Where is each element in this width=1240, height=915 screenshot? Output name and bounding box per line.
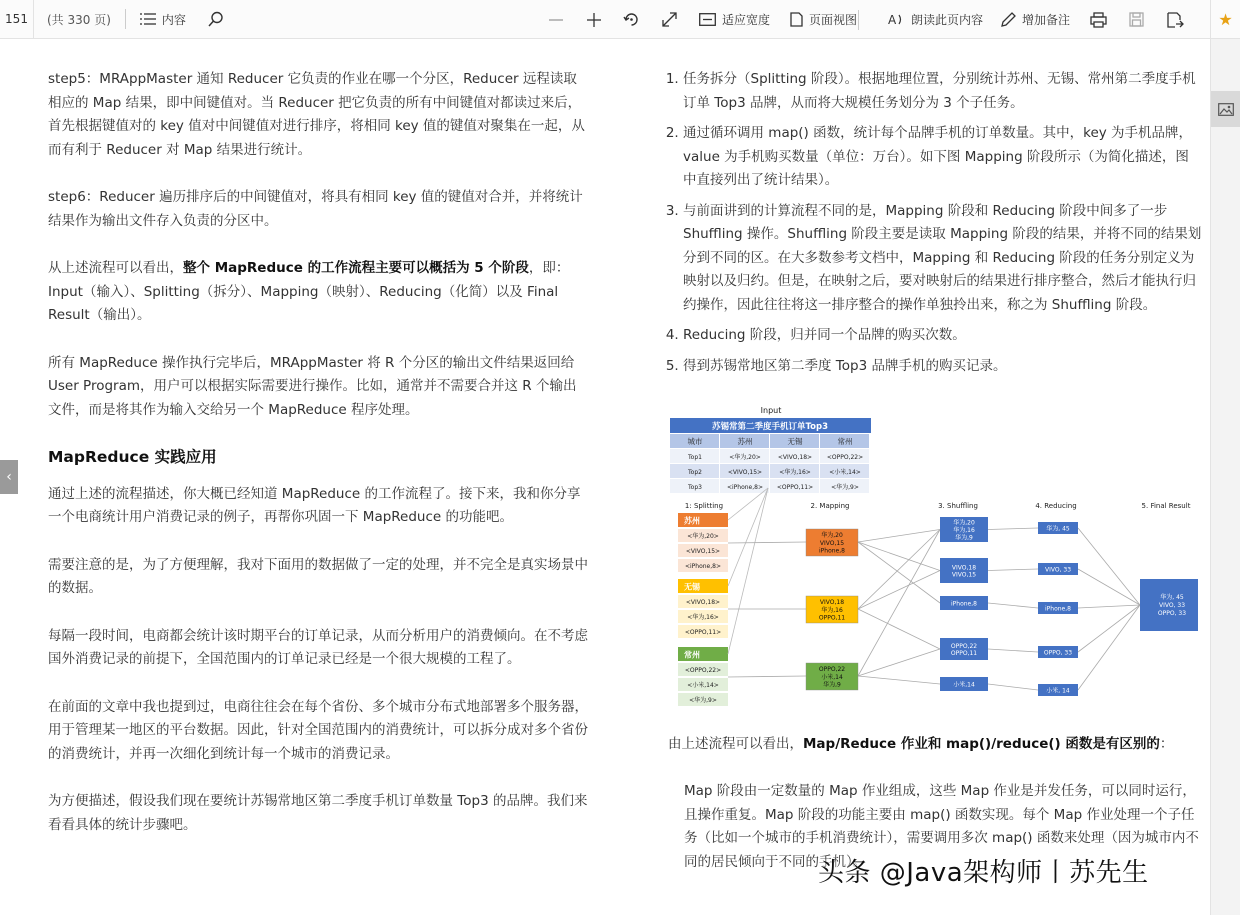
favorite-icon[interactable]: ★ [1210, 0, 1240, 39]
page-total: (共 330 页) [47, 12, 111, 27]
connector-line [858, 676, 940, 684]
fullscreen-button[interactable] [662, 0, 677, 39]
contents-label: 内容 [161, 12, 186, 27]
table-cell: <小米,14> [829, 469, 861, 476]
table-cell: <iPhone,8> [726, 484, 764, 491]
connector-line [1078, 605, 1140, 690]
paragraph: 为方便描述，假设我们现在要统计苏锡常地区第二季度手机订单数量 Top3 的品牌。我们来看看具体的统计步骤吧。 [48, 793, 588, 833]
table-title: 苏锡常第二季度手机订单Top3 [711, 422, 829, 432]
right-sidebar [1210, 39, 1240, 915]
image-panel-button[interactable] [1211, 91, 1240, 127]
table-header: 城市 [687, 437, 703, 446]
left-page [48, 68, 588, 861]
pen-icon [1000, 12, 1016, 28]
page-number-input[interactable]: 151 [0, 0, 34, 39]
mapping-item: VIVO,15 [819, 539, 845, 547]
plus-icon [586, 12, 602, 28]
input-label: Input [760, 406, 782, 415]
list-item: 3. 与前面讲到的计算流程不同的是，Mapping 阶段和 Reducing 阶段中间多了一步 Shuffling 操作。Shuffling 阶段主要是读取 Mapping 阶段的结果，并将不同的结果划分到不同的区。在大多数参考文档中，Mapping 和 Reducing 阶段的任务分别定义为映射以及归约。但是，在映射之后，要对映射后的结果进行排序整合，然后才能执行归约操作，因此往往将这一排序整合的操作单独拎出来，称之为 Shuffling 阶段。 [683, 200, 1202, 318]
stage-label: 2. Mapping [810, 502, 850, 510]
share-icon [1167, 12, 1184, 28]
shuffling-item: 华为,16 [953, 527, 975, 534]
page-view-label: 页面视图 [809, 13, 858, 27]
reducing-item: VIVO, 33 [1044, 566, 1072, 574]
connector-line [1078, 528, 1140, 605]
mapping-item: OPPO,22 [818, 666, 846, 673]
split-item: <VIVO,15> [685, 548, 721, 555]
split-item: <OPPO,11> [684, 629, 722, 636]
shuffling-item: 华为,9 [955, 534, 973, 542]
mapping-item: 华为,16 [821, 606, 843, 614]
connector-line [1078, 569, 1140, 605]
list-item: 1. 任务拆分（Splitting 阶段）。根据地理位置，分别统计苏州、无锡、常州第二季度手机订单 Top3 品牌，从而将大规模任务划分为 3 个子任务。 [683, 68, 1202, 115]
fit-width-button[interactable] [699, 0, 770, 39]
connector-line [858, 649, 940, 676]
stage-label: 1: Splitting [684, 502, 724, 510]
list-icon [140, 13, 156, 25]
paragraph: 从上述流程可以看出，整个 MapReduce 的工作流程主要可以概括为 5 个阶段，即：Input（输入）、Splitting（拆分）、Mapping（映射）、Reducing（化简）以及 Final Result（输出）。 [48, 260, 570, 323]
paragraph: 需要注意的是，为了方便理解，我对下面用的数据做了一定的处理，并不完全是真实场景中的数据。 [48, 556, 588, 596]
add-note-button[interactable] [1000, 0, 1070, 39]
summary-paragraph: 由上述流程可以看出，Map/Reduce 作业和 map()/reduce() 函数是有区别的： [668, 736, 1174, 752]
fit-width-label: 适应宽度 [722, 13, 771, 27]
table-cell: <华为,9> [831, 484, 859, 491]
table-cell: <华为,20> [729, 454, 761, 461]
connector-line [1078, 605, 1140, 652]
page-view-button[interactable] [790, 0, 857, 39]
table-cell: <华为,16> [779, 469, 811, 476]
save-icon [1129, 12, 1144, 27]
stage-label: 4. Reducing [1035, 502, 1077, 510]
shuffling-item: 华为,20 [953, 519, 975, 527]
split-city: 无锡 [684, 582, 700, 592]
expand-icon [662, 12, 677, 27]
mapping-item: 华为,20 [821, 532, 843, 539]
shuffling-item: OPPO,22 [950, 642, 978, 650]
shuffling-item: OPPO,11 [950, 650, 978, 658]
list-item: 5. 得到苏锡常地区第二季度 Top3 品牌手机的购买记录。 [683, 355, 1202, 379]
table-cell: <VIVO,18> [777, 454, 813, 461]
table-cell: <OPPO,22> [826, 454, 864, 461]
image-icon [1218, 103, 1234, 116]
connector-line [858, 542, 940, 571]
print-button[interactable] [1090, 0, 1107, 39]
reducing-item: iPhone,8 [1045, 605, 1071, 613]
reducing-item: 小米, 14 [1046, 687, 1070, 695]
map-paragraph: Map 阶段由一定数量的 Map 作业组成，这些 Map 作业是并发任务，可以同时运行，且操作重复。Map 阶段的功能主要由 map() 函数实现。每个 Map 作业处理一个子任务（比如一个城市的手机消费统计），需要调用多次 map() 函数来处理（因为城市内不同的居民倾向于不同的手机）。 [684, 783, 1199, 870]
split-city: 常州 [684, 650, 700, 660]
minus-icon [548, 12, 564, 28]
connector-line [858, 530, 940, 543]
mapping-item: VIVO,18 [819, 599, 845, 606]
mapping-item: 华为,9 [823, 681, 841, 689]
print-icon [1090, 12, 1107, 28]
previous-page-button[interactable]: ‹ [0, 460, 18, 494]
table-cell: <VIVO,15> [727, 469, 763, 476]
fit-width-icon [699, 13, 716, 26]
connector-line [728, 542, 806, 543]
search-button[interactable] [208, 11, 224, 27]
section-heading: MapReduce 实践应用 [48, 448, 217, 466]
zoom-in-button[interactable] [586, 0, 602, 39]
shuffling-item: iPhone,8 [951, 600, 977, 608]
diagram-svg [668, 403, 1198, 708]
list-item: 4. Reducing 阶段，归并同一个品牌的购买次数。 [683, 324, 1202, 348]
paragraph: 在前面的文章中我也提到过，电商往往会在每个省份、多个城市分布式地部署多个服务器，用于管理某一地区的平台数据。因此，针对全国范围内的消费统计，可以拆分成对多个省份的消费统计，并再一次细化到统计每一个城市的消费记录。 [48, 698, 588, 762]
final-item: 华为, 45 [1160, 594, 1184, 601]
stage-label: 3. Shuffling [938, 502, 978, 510]
zoom-out-button[interactable] [548, 0, 564, 39]
split-item: <华为,20> [687, 533, 719, 540]
split-item: <OPPO,22> [684, 667, 722, 674]
split-item: <华为,16> [687, 614, 719, 621]
rotate-button[interactable] [623, 0, 640, 39]
final-item: OPPO, 33 [1157, 610, 1187, 617]
read-aloud-label: 朗读此页内容 [911, 13, 984, 27]
table-cell: <OPPO,11> [776, 484, 814, 491]
divider [125, 9, 126, 29]
paragraph: 所有 MapReduce 操作执行完毕后，MRAppMaster 将 R 个分区的输出文件结果返回给 User Program，用户可以根据实际需要进行操作。比如，通常并不需要合并这 R 个输出文件，而是将其作为输入交给另一个 MapReduce 程序处理。 [48, 354, 577, 418]
search-icon [208, 11, 224, 27]
table-header: 无锡 [787, 437, 803, 446]
connector-line [988, 528, 1038, 530]
mapreduce-diagram [668, 403, 1198, 708]
paragraph: step5：MRAppMaster 通知 Reducer 它负责的作业在哪一个分区，Reducer 远程读取相应的 Map 结果，即中间键值对。当 Reducer 把它负责的所有中间键值对都读过来后，首先根据键值对的 key 值对中间键值对进行排序，将相同 key 值的键值对聚集在一起，从而有利于 Reducer 对 Map 结果进行统计。 [48, 71, 585, 158]
step-list [666, 68, 1202, 378]
connector-line [1078, 605, 1140, 608]
page-view-icon [790, 12, 803, 27]
connector-line [988, 603, 1038, 608]
shuffling-item: 小米,14 [953, 681, 975, 689]
read-aloud-icon [888, 12, 905, 27]
save-button[interactable] [1129, 0, 1144, 39]
reducing-item: OPPO, 33 [1043, 649, 1073, 657]
table-header: 苏州 [737, 437, 753, 446]
contents-button[interactable] [140, 11, 186, 28]
table-cell: Top1 [688, 454, 702, 461]
table-cell: Top3 [688, 484, 702, 491]
connector-line [858, 609, 940, 649]
divider [858, 10, 859, 30]
toolbar [0, 0, 1240, 39]
split-item: <iPhone,8> [684, 563, 722, 570]
split-item: <华为,9> [689, 697, 717, 704]
read-aloud-button[interactable] [888, 0, 983, 39]
connector-line [858, 530, 940, 610]
connector-line [988, 649, 1038, 652]
list-item: 2. 通过循环调用 map() 函数，统计每个品牌手机的订单数量。其中，key 为手机品牌，value 为手机购买数量（单位：万台）。如下图 Mapping 阶段所示（为简化描述，图中直接列出了统计结果）。 [683, 122, 1202, 193]
connector-line [988, 569, 1038, 571]
mapping-item: OPPO,11 [818, 614, 846, 622]
paragraph: step6：Reducer 遍历排序后的中间键值对，将具有相同 key 值的键值对合并，并将统计结果作为输出文件存入负责的分区中。 [48, 189, 583, 229]
split-city: 苏州 [684, 516, 700, 526]
mapping-item: 小米,14 [821, 673, 843, 681]
table-header: 常州 [837, 437, 853, 446]
watermark: 头条 @Java架构师丨苏先生 [818, 858, 1149, 888]
split-item: <VIVO,18> [685, 599, 721, 606]
right-page [666, 68, 1202, 385]
final-item: VIVO, 33 [1158, 602, 1186, 609]
reducing-item: 华为, 45 [1046, 525, 1070, 533]
mapping-item: iPhone,8 [819, 547, 845, 555]
split-item: <小米,14> [687, 682, 719, 689]
connector-line [728, 676, 806, 677]
paragraph: 通过上述的流程描述，你大概已经知道 MapReduce 的工作流程了。接下来，我和你分享一个电商统计用户消费记录的例子，再帮你巩固一下 MapReduce 的功能吧。 [48, 485, 581, 525]
shuffling-item: VIVO,18 [951, 564, 977, 572]
shuffling-item: VIVO,15 [951, 571, 977, 579]
table-cell: Top2 [688, 469, 702, 476]
share-button[interactable] [1167, 0, 1184, 39]
stage-label: 5. Final Result [1141, 502, 1191, 510]
paragraph: 每隔一段时间，电商都会统计该时期平台的订单记录，从而分析用户的消费倾向。在不考虑国外消费记录的前提下，全国范围内的订单记录已经是一个很大规模的工程了。 [48, 627, 588, 667]
svg-text:A: A [888, 13, 897, 27]
connector-line [988, 684, 1038, 690]
add-note-label: 增加备注 [1022, 13, 1071, 27]
rotate-icon [623, 11, 640, 28]
